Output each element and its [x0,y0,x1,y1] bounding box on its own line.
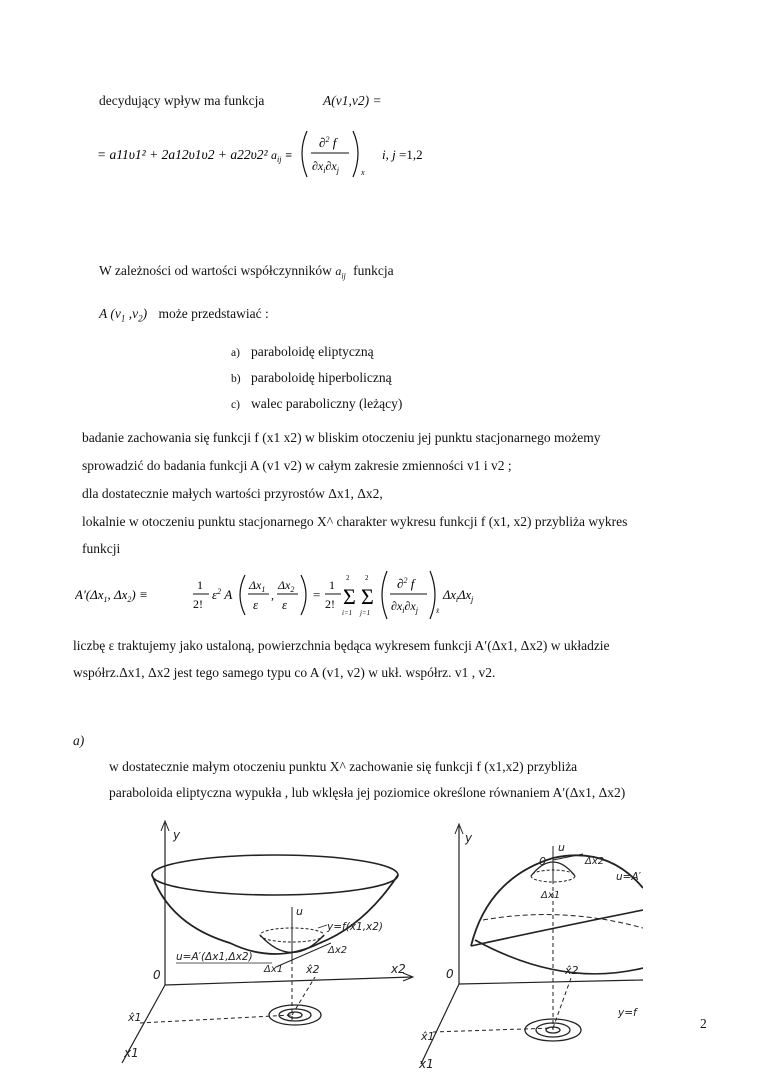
label-y-eq: y=f [618,1007,637,1019]
label-x2-hat: x̂2 [306,963,320,976]
intro-function-text: A(v1,v2) = [323,93,382,108]
section-a-line-1: w dostatecznie małym otoczeniu punktu X^ zachowanie się funkcji f (x1,x2) przybliża [109,759,578,774]
figure-paraboloid-right [413,818,643,1070]
label-x1: x1 [419,1057,434,1070]
frac-1: 1 [197,578,203,592]
intro-text [99,93,264,109]
sigma-2-bottom: j=1 [360,609,371,617]
list-item [231,344,374,360]
formula-taylor [75,567,495,623]
paren-r3 [430,571,435,619]
level-curve-outer [269,1005,321,1025]
list-item [231,396,402,412]
list-item [231,370,392,386]
x2-axis [165,977,412,985]
subscript-xhat: x̂ [436,607,440,615]
subscript-x: x [361,168,365,177]
dome-lower-edge [471,910,643,946]
eps-line-2: współrz.Δx1, Δx2 jest tego samego typu co A (v1, v2) w ukł. współrz. v1 , v2. [73,665,496,680]
list-marker: c) [231,399,240,411]
list-marker: b) [231,373,241,385]
intro-sentence: decydujący wpływ ma funkcja [99,93,265,108]
label-u-eq: u=A′(Δx1,Δx2) [176,951,253,963]
sigma-2-top: 2 [365,574,369,582]
epsilon-sq: $\varepsilon^2$ A [212,587,233,602]
label-dx1: Δx1 [541,890,561,901]
formula-quadratic-form [95,125,455,183]
index-range: i, j =1,2 [382,147,423,162]
label-x1-hat: x̂1 [128,1011,142,1024]
partial-numerator: ∂$^2$ f [319,135,337,150]
label-origin: 0 [446,967,454,981]
section-a-label: a) [73,733,85,748]
frac-2fact: 2! [193,597,203,611]
study-line-4: lokalnie w otoczeniu punktu stacjonarnego X^ charakter wykresu funkcji f (x1, x2) przybliża wykres [82,514,628,529]
dxi-dxj: $\Delta x_i\Delta x_j$ [443,588,474,604]
formula2-lhs: $A'(\Delta x_1$, $\Delta x_2$) ≡ [75,587,148,604]
x2-axis [459,980,643,984]
projection-x1 [433,1028,553,1032]
label-x2-hat: x̂2 [565,964,579,977]
page-number: 2 [700,1016,707,1031]
label-dx2: Δx2 [585,856,605,867]
eps-den-2: ε [282,597,288,612]
label-y: y [465,831,473,845]
paren-r2 [301,575,306,615]
label-x2: x2 [391,962,406,976]
label-x1-hat: x̂1 [421,1030,435,1043]
coeff-line-2 [99,306,269,324]
equals: = [313,587,321,602]
partial-num-2: ∂$^2$ f [397,576,415,591]
list-marker: a) [231,347,240,359]
level-curve-middle [279,1009,311,1021]
sigma-1-top: 2 [346,574,350,582]
label-u-eq: u=A′ [616,871,642,883]
sigma-1: Σ [343,584,356,609]
x1-axis [421,984,459,1064]
coeff-A-symbol: A ($v_1$ $,v_2$) [99,306,148,324]
comma: , [271,588,274,602]
coeff-line-1-post: funkcja [353,263,394,278]
paren-left [302,131,307,177]
dx2-num: $\Delta x_2$ [278,578,295,594]
label-x1: x1 [124,1046,139,1060]
dx1-num: $\Delta x_1$ [249,578,266,594]
dome-base [475,940,643,974]
sigma-2: Σ [361,584,374,609]
study-line-2: sprowadzić do badania funkcji A (v1 v2) w całym zakresie zmienności v1 i v2 ; [82,458,512,473]
study-line-3: dla dostatecznie małych wartości przyrostów Δx1, Δx2, [82,486,383,501]
coeff-line-1-text: W zależności od wartości współczynników [99,263,332,278]
list-text: paraboloidę hiperboliczną [251,370,392,385]
intro-function [323,93,382,109]
section-a-line-2: paraboloida eliptyczna wypukła , lub wklęsła jej poziomice określone równaniem A′(Δx1, Δx2) [109,785,626,800]
label-y-eq: y=f(x1,x2) [327,921,384,933]
label-u: u [558,841,565,854]
label-origin-local: 0 [539,855,546,868]
list-text: walec paraboliczny (leżący) [251,396,403,411]
aij-symbol: $a_{ij}$ ≡ [271,148,293,164]
figure-paraboloid-left [110,815,435,1070]
label-origin: 0 [153,968,161,982]
study-line-1: badanie zachowania się funkcji f (x1 x2) w bliskim otoczeniu jej punktu stacjonarnego możemy [82,430,601,445]
label-dx2: Δx2 [328,945,348,956]
bowl-outline [152,875,398,954]
study-line-5: funkcji [82,541,121,556]
coeff-line-2-text: może przedstawiać : [158,306,269,321]
formula-quadratic-text: = a11υ1² + 2a12υ1υ2 + a22υ2² [97,147,268,162]
eps-line-1: liczbę ε traktujemy jako ustaloną, powierzchnia będąca wykresem funkcji A′(Δx1, Δx2) w układzie [73,638,610,653]
frac-2factb: 2! [325,597,335,611]
label-y: y [173,828,181,842]
label-dx1: Δx1 [264,964,284,975]
coeff-aij: $a_{ij}$ [335,264,346,281]
sigma-1-bottom: i=1 [342,609,353,617]
paren-l2 [240,575,245,615]
frac-1b: 1 [329,578,335,592]
coeff-line-1 [99,263,394,280]
label-y-eq-leader [318,925,327,928]
eps-den-1: ε [253,597,259,612]
partial-den-2: $\partial x_i\partial x_j$ [391,599,418,615]
list-text: paraboloidę eliptyczną [251,344,374,359]
label-u: u [296,905,303,918]
paren-l3 [382,571,387,619]
partial-denominator: $\partial x_i\partial x_j$ [312,159,339,175]
bowl-rim [152,855,398,895]
paren-right [353,131,358,177]
